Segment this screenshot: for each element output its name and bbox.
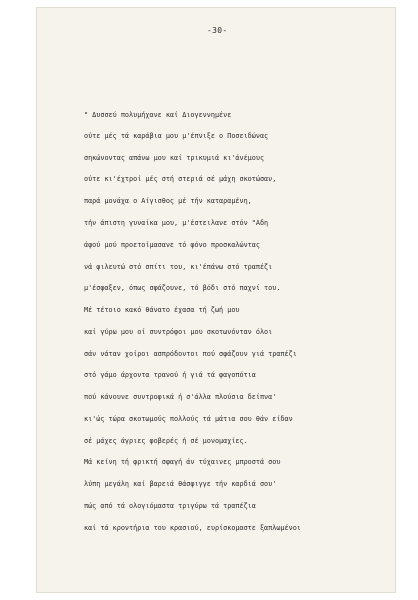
text-line: κι'ώς τώρα σκοτωμούς πολλούς τά μάτια σου θάν είδαν [84,415,293,423]
text-line: καί τά κροντήρια του κρασιού, ευρίσκομαστε ξαπλωμένοι [84,524,301,532]
text-line: σάν νάταν χοίροι ασπρόδοντοι πού σφάζουν γιά τραπέζι [84,350,297,358]
text-line: Μέ τέτοιο κακό θάνατο έχασα τή ζωή μου [84,306,240,314]
text-line: μ'έσφαξεν, όπως σφάζουνε, τό βόδι στό παχνί του. [84,284,281,292]
text-line: παρά μονάχα ο Αίγισθος μέ τήν καταραμένη, [84,197,252,205]
text-line: πώς από τά ολογιόμαστα τριγύρω τά τραπέζια [84,502,256,510]
text-line: τήν άπιστη γυναίκα μου, μ'έστειλανε στόν "Αδη [84,219,269,227]
text-line: καί γύρω μου οί συντρόφοι μου σκοτωνόνταν όλοι [84,328,273,336]
typewritten-sheet [37,8,395,592]
text-line: " Δυσσεύ πολυμήχανε καί Διογεννημένε [84,111,232,119]
text-line: ούτε κι'έχτροί μές στή στεριά σέ μάχη σκοτώσαν, [84,175,277,183]
text-line: ούτε μές τά καράβια μου μ'έπνιξε ο Ποσειδώνας [84,132,269,140]
text-line: Μά κείνη τή φρικτή σφαγή άν τύχαινες μπροστά σου [84,458,281,466]
text-line: λύπη μεγάλη καί βαρειά θάσφιγγε τήν καρδιά σου' [84,480,277,488]
text-line: άφού μού προετοίμασανε τό φόνο προσκαλώντας [84,241,260,249]
text-line: σηκώνοντας απάνω μου καί τρικυμιά κι'άνέμους [84,154,265,162]
text-line: πού κάνουνε συντροφικά ή σ'άλλα πλούσια δείπνα' [84,393,277,401]
text-line: σέ μάχες άγριες φοβερές ή σέ μονομαχίες. [84,437,248,445]
text-line: νά φιλευτώ στό σπίτι του, κι'έπάνω στό τραπέζι [84,263,273,271]
page-number: -30- [207,26,228,35]
text-line: στό γάμο άρχοντα τρανού ή γιά τά φαγοπότια [84,371,256,379]
